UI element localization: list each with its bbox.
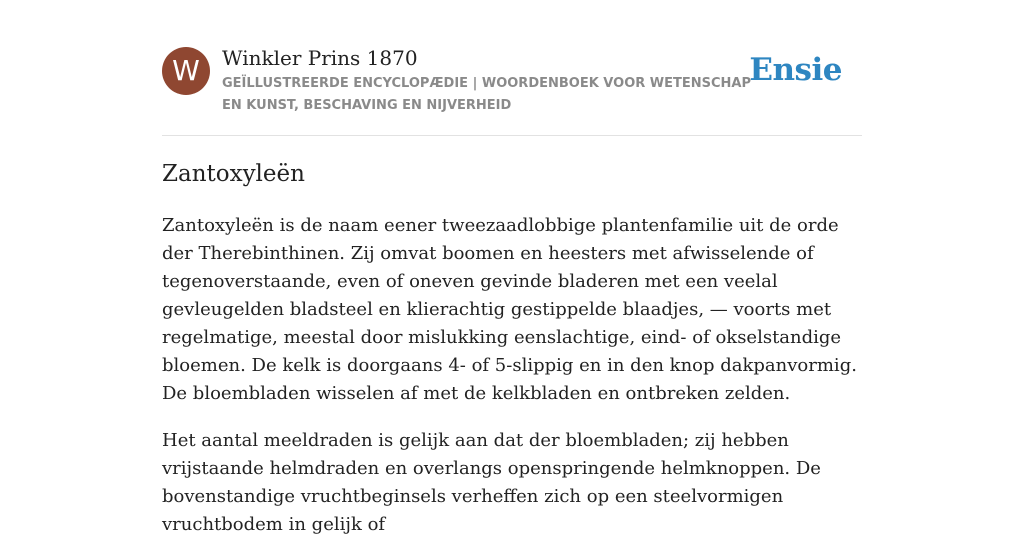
publication-avatar[interactable]: W: [162, 47, 210, 95]
publication-title[interactable]: Winkler Prins 1870: [222, 46, 418, 70]
article-title: Zantoxyleën: [162, 161, 305, 187]
page: [162, 0, 862, 535]
article-paragraph: Het aantal meeldraden is gelijk aan dat der bloembladen; zij hebben vrijstaande helmdraden en overlangs openspringende helmknoppen. De bovenstandige vruchtbeginsels verheffen zich op een steelvormigen vruchtbodem in gelijk of: [162, 430, 821, 535]
publication-subtitle: GEÏLLUSTREERDE ENCYCLOPÆDIE | WOORDENBOEK VOOR WETENSCHAP EN KUNST, BESCHAVING EN NIJVERHEID: [222, 76, 751, 113]
article-body: [162, 212, 862, 558]
article-paragraph: Zantoxyleën is de naam eener tweezaadlobbige plantenfamilie uit de orde der Therebinthinen. Zij omvat boomen en heesters met afwisselende of tegenoverstaande, even of oneven gevinde bladeren met een veelal gevleugelden bladsteel en klierachtig gestippelde blaadjes, — voorts met regelmatige, meestal door mislukking eenslachtige, eind- of okselstandige bloemen. De kelk is doorgaans 4- of 5-slippig en in den knop dakpanvormig. De bloembladen wisselen af met de kelkbladen en ontbreken zelden.: [162, 215, 857, 404]
publication-header: [162, 0, 862, 136]
ensie-logo[interactable]: Ensie: [749, 52, 842, 88]
